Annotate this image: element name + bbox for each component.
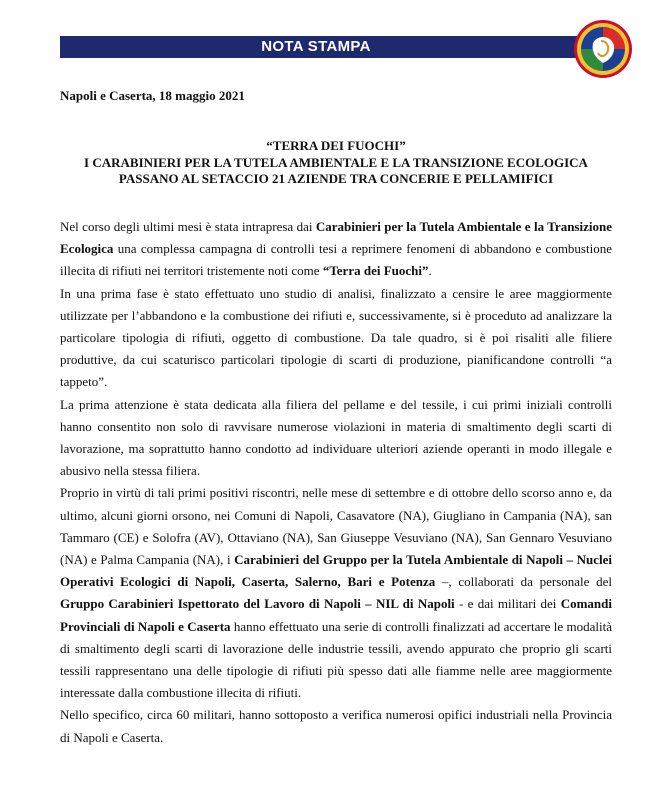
- paragraph-1: [60, 216, 612, 283]
- dateline: Napoli e Caserta, 18 maggio 2021: [60, 88, 245, 103]
- paragraph-text: Nel corso degli ultimi mesi è stata intrapresa dai: [60, 219, 316, 234]
- bold-text: Carabinieri del Gruppo per la Tutela Ambientale di Napoli – Nuclei Operativi Ecologici di Napoli, Caserta, Salerno, Bari e Potenza: [60, 552, 612, 590]
- article-body: [60, 216, 612, 749]
- paragraph-text: –, collaborati da personale del: [435, 574, 612, 590]
- carabinieri-emblem-icon: [573, 19, 633, 79]
- paragraph-text: hanno effettuato una serie di controlli finalizzati ad accertare le modalità di smaltimento degli scarti di lavorazione delle industrie tessili, avendo appurato che proprio gli scarti tessili rappresentano una delle tipologie di rifiuti più spesso dati alle fiamme nelle aree maggiormente interessate dalla combustione illecita di rifiuti.: [60, 618, 612, 701]
- paragraph-text: una complessa campagna di controlli tesi a reprimere fenomeni di abbandono e combustione illecita di rifiuti nei territori tristemente noti come: [60, 241, 612, 279]
- paragraph-2: In una prima fase è stato effettuato uno studio di analisi, finalizzato a censire le aree maggiormente utilizzate per l’abbandono e la combustione dei rifiuti e, successivamente, si è proceduto ad analizzare la particolare tipologia di rifiuti, oggetto di combustione. Da tale quadro, si è poi risaliti alle filiere produttive, da cui scaturisco particolari tipologie di scarti di produzione, pianificandone controlli “a tappeto”.: [60, 285, 612, 390]
- paragraph-text: Proprio in virtù di tali primi positivi riscontri, nelle mese di settembre e di ottobre dello scorso anno e, da ultimo, alcuni giorni orsono, nei Comuni di Napoli, Casavatore (NA), Giugliano in Campania (NA), san Tammaro (CE) e Solofra (AV), Ottaviano (NA), San Giuseppe Vesuviano (NA), San Gennaro Vesuviano (NA) e Palma Campania (NA), i: [60, 485, 612, 568]
- bold-text: Gruppo Carabinieri Ispettorato del Lavoro di Napoli – NIL di Napoli: [60, 596, 455, 612]
- headline-line-2: I CARABINIERI PER LA TUTELA AMBIENTALE E LA TRANSIZIONE ECOLOGICA: [84, 154, 588, 170]
- paragraph-5: Nello specifico, circa 60 militari, hanno sottoposto a verifica numerosi opifici industriali nella Provincia di Napoli e Caserta.: [60, 707, 612, 745]
- paragraph-text: - e dai militari dei: [454, 596, 561, 612]
- paragraph-3: La prima attenzione è stata dedicata alla filiera del pellame e del tessile, i cui primi iniziali controlli hanno consentito non solo di ravvisare numerose violazioni in materia di smaltimento degli scarti di lavorazione, ma soprattutto hanno condotto ad individuare ulteriori aziende operanti in modo illegale e abusivo nella stessa filiera.: [60, 396, 612, 479]
- headline: [60, 138, 612, 188]
- paragraph-text: .: [428, 263, 432, 279]
- header-banner: [60, 36, 612, 58]
- headline-line-3: PASSANO AL SETACCIO 21 AZIENDE TRA CONCERIE E PELLAMIFICI: [118, 171, 554, 186]
- headline-line-1: “TERRA DEI FUOCHI”: [266, 138, 406, 153]
- bold-text: Comandi Provinciali di Napoli e Caserta: [60, 596, 612, 634]
- paragraph-4: [60, 482, 612, 704]
- bold-text: “Terra dei Fuochi”: [322, 263, 429, 279]
- bold-text: Carabinieri per la Tutela Ambientale e la Transizione Ecologica: [60, 219, 612, 257]
- banner-title: NOTA STAMPA: [261, 38, 371, 55]
